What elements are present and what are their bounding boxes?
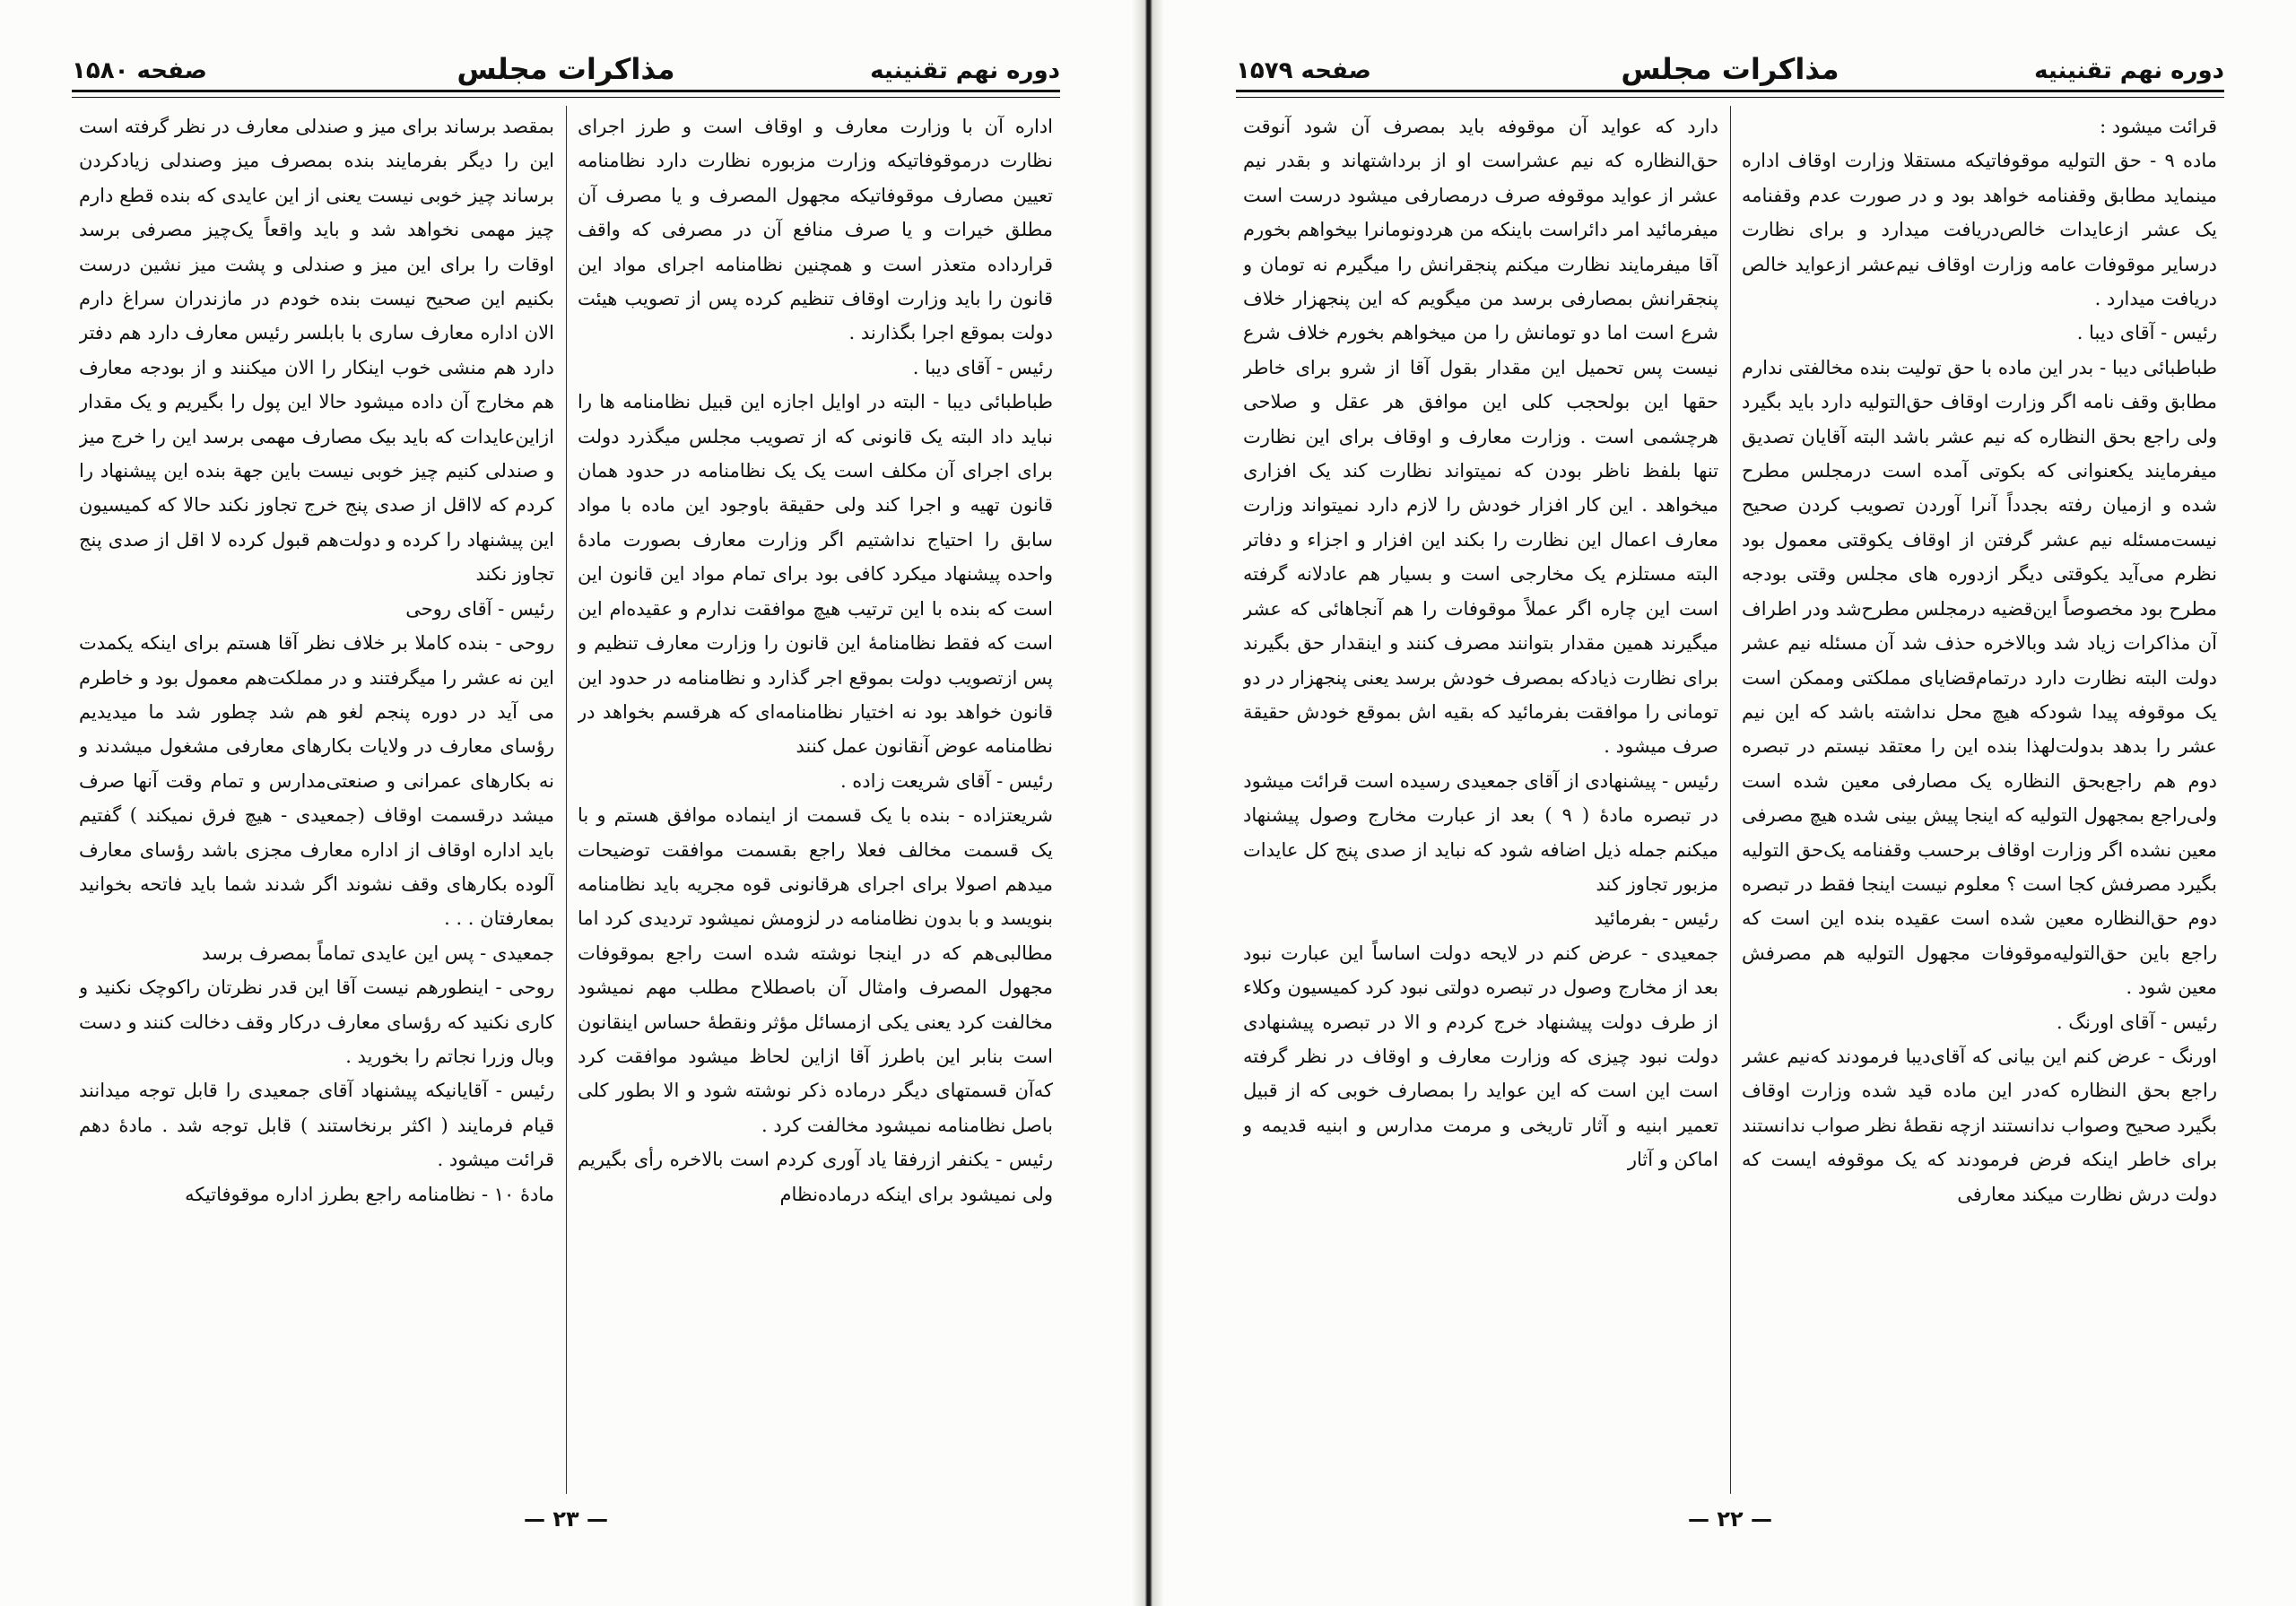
journal-title: مذاکرات مجلس [457, 52, 675, 86]
paragraph: رئیس - یکنفر ازرفقا یاد آوری کردم است بالاخره رأی بگیریم ولی نمیشود برای اینکه درماده‌نظام [578, 1149, 1053, 1205]
text-column-left [1243, 109, 1718, 1490]
page-number: صفحه ۱۵۸۰ [72, 57, 207, 84]
header-rule [1236, 90, 2224, 92]
speaker-line: رئیس - پیشنهادی از آقای جمعیدی رسیده است قرائت میشود [1243, 769, 1718, 792]
text-column-right [1742, 109, 2217, 1490]
paragraph: بمقصد برساند برای میز و صندلی معارف در نظر گرفته است این را دیگر بفرمایند بنده بمصرف میز وصندلی زیادکردن برساند چیز خوبی نیست یعنی از این عایدی که بنده قطع دارم چیز مهمی نخواهد شد و باید واقعاً یک‌چیز مصرفی برسد اوقات را برای این میز و صندلی و پشت میز نشین درست بکنیم این صحیح نیست بنده خودم در مازندران سراغ دارم الان اداره معارف ساری با بابلسر رئیس معارف دارد هم دفتر دارد هم منشی خوب اینکار را الان میکنند و از بودجه معارف هم مخارج آن داده میشود حالا این پول را بگیریم و یک مقدار ازاین‌عایدات که باید بیک مصارف مهمی برسد این را خرج میز و صندلی کنیم چیز خوبی نیست باین جهة بنده این پیشنهاد را کردم که لااقل از صدی پنج خرج تجاوز نکند حالا که کمیسیون این پیشنهاد را کرده و دولت‌هم قبول کرده لا اقل از صدی پنج تجاوز نکند [79, 116, 554, 586]
right-page [1164, 0, 2296, 1606]
paragraph: جمعیدی - عرض کنم در لایحه دولت اساساً این عبارت نبود بعد از مخارج وصول در تبصره دولتی نبود کرد کمیسیون وکلاء از طرف دولت پیشنهاد خرج کردم و الا در تبصره پیشنهادی دولت نبود چیزی که وزارت معارف و اوقاف در نظر گرفته است این است که این عواید را بمصارف خوبی که از قبیل تعمیر ابنیه و آثار تاریخی و مرمت مدارس و ابنیه قدیمه و اماکن و آثار [1243, 942, 1718, 1171]
paragraph: دارد که عواید آن موقوفه باید بمصرف آن شود آنوقت حق‌النظاره که نیم عشراست او از برداشتهاند و بقدر نیم عشر از عواید موقوفه صرف درمصارفی میشود درست است میفرمائید امر دائراست باینکه من هردونومانرا بیخواهم بخورم آقا میفرمایند نظارت میکنم پنجقرانش را میگیرم نه تومان و پنجقرانش بمصارفی برسد من میگویم که این پنجهزار خلاف شرع است اما دو تومانش را من میخواهم بخورم خلاف شرع نیست پس تحمیل این مقدار بقول آقا از شرو برای خاطر حقها این بولحجب کلی این موافق هر عقل و صلاحی هرچشمی است . وزارت معارف و اوقاف برای این نظارت تنها بلفظ ناظر بودن که نمیتواند نظارت کند یک افزاری میخواهد . این کار افزار خودش را لازم دارد نمیتواند وزارت معارف اعمال این نظارت را بکند این افزار و اجزاء و دفاتر البته مستلزم یک مخارجی است و بسیار هم عادلانه گرفته است این چاره اگر عملاً موقوفات را هم آنجاهائی که عشر میگیرند همین مقدار بتوانند مصرف کنند و اینقدار حق بگیرند برای نظارت ذیادکه بمصرف خودش برسد یعنی پنجهزار در دو تومانی را موافقت بفرمائید که بقیه اش بموقع خودش حقیقة صرف میشود . [1243, 116, 1718, 758]
paragraph: روحی - اینطورهم نیست آقا این قدر نظرتان راکوچک نکنید و کاری نکنید که رؤسای معارف درکار وقف دخالت کنند و دست وبال وزرا نجاتم را بخورید . [79, 977, 554, 1067]
left-page [0, 0, 1132, 1606]
session-label: دوره نهم تقنينيه [870, 57, 1060, 84]
speaker-line: رئیس - بفرمائید [1594, 907, 1718, 930]
speaker-line: رئیس - آقای دیبا . [912, 356, 1053, 378]
column-divider [566, 106, 567, 1494]
paragraph: طباطبائی دیبا - بدر این ماده با حق تولیت بنده مخالفتی ندارم مطابق وقف نامه اگر وزارت اوقاف حق‌التولیه دارد باید بگیرد ولی راجع بحق النظاره که نیم عشر باشد البته آقایان تصدیق میفرمایند یکعنوانی که بکوتی آمده است درمجلس مطرح شده و ازمیان رفته بجدداً آنرا آوردن تصویب کردن صحیح نیست‌مسئله نیم عشر گرفتن از اوقاف یکوقتی معمول بود نظرم می‌آید یکوقتی دیگر ازدوره های مجلس وقتی بودجه مطرح بود مخصوصاً این‌قضیه درمجلس مطرح‌شد ودر اطراف آن مذاکرات زیاد شد وبالاخره حذف شد آن مسئله نیم عشر دولت البته نظارت دارد درتمام‌قضایای مملکتی وممکن است یک موقوفه پیدا شودکه هیچ محل نداشته باشد که این نیم عشر را بدهد بدولت‌لهذا بنده این را معتقد نیستم در تبصره دوم هم راجع‌بحق النظاره یک مصارفی معین شده است ولی‌راجع بمجهول التولیه که اینجا پیش بینی شده هیچ مصرفی معین نشده اگر وزارت اوقاف برحسب وقفنامه یک‌حق التولیه بگیرد مصرفش کجا است ؟ معلوم نیست اینجا فقط در تبصره دوم حق‌النظاره معین شده است عقیده بنده این است که راجع باین حق‌التولیه‌موقوفات مجهول التولیه هم مصرفش معین شود . [1742, 356, 2217, 999]
paragraph: شریعتزاده - بنده با یک قسمت از اینماده موافق هستم و با یک قسمت مخالف فعلا راجع بقسمت موافقت توضیحات میدهم اصولا برای اجرای هرقانونی قوه مجریه باید نظامنامه بنویسد و با بدون نظامنامه در لزومش نمیشود تردیدی کرد اما مطالبی‌هم که در اینجا نوشته شده است راجع بموقوفات مجهول المصرف وامثال آن باصطلاح مطلب مهم نمیشود مخالفت کرد یعنی یکی ازمسائل مؤثر ونقطهٔ حساس اینقانون است بنابر این باطرز آقا ازاین لحاظ میشود موافقت کرد که‌آن قسمتهای دیگر درماده ذکر نوشته شود و الا بطور کلی باصل نظامنامه نمیشود مخالفت کرد . [578, 804, 1053, 1136]
header-rule-thin [72, 97, 1060, 98]
page-footer-number: — ۲۳ — [523, 1506, 608, 1532]
paragraph: طباطبائی دیبا - البته در اوایل اجازه این قبیل نظامنامه ها را نباید داد البته یک قانونی که از تصویب مجلس میگذرد دولت برای اجرای آن مکلف است یک یک نظامنامه در حدود همان قانون تهیه و اجرا کند ولی حقیقة باوجود این ماده با مواد سابق را احتیاج نداشتیم اگر وزارت معارف بصورت مادهٔ واحده پیشنهاد میکرد کافی بود برای تمام مواد این قانون این است که بنده با این ترتیب هیچ موافقت ندارم و عقیده‌ام این است که فقط نظامنامهٔ این قانون را وزارت معارف تنظیم و پس ازتصویب دولت بموقع اجر گذارد و نظامنامه در حدود این قانون خواهد بود نه اختیار نظامنامه‌ای که هرقسم بخواهد در نظامنامه عوض آنقانون عمل کنند [578, 391, 1053, 758]
header-rule-thin [1236, 97, 2224, 98]
paragraph: در تبصره مادهٔ ( ۹ ) بعد از عبارت مخارج وصول پیشنهاد میکنم جمله ذیل اضافه شود که نباید از صدی پنج کل عایدات مزبور تجاوز کند [1243, 804, 1718, 895]
speaker-line: رئیس - آقای اورنگ . [2056, 1011, 2217, 1033]
speaker-line: رئیس - آقای روحی [405, 597, 554, 620]
speaker-line: رئیس - آقای شریعت زاده . [839, 769, 1053, 792]
text-column-right [578, 109, 1053, 1490]
page-footer-number: — ۲۲ — [1687, 1506, 1772, 1532]
paragraph: مادهٔ ۱۰ - نظامنامه راجع بطرز اداره موقوفاتیکه [185, 1183, 554, 1205]
paragraph: رئیس - آقایانیکه پیشنهاد آقای جمعیدی را قابل توجه میدانند قیام فرمایند ( اکثر برنخاستند ) قابل توجه شد . مادهٔ دهم قرائت میشود . [79, 1080, 554, 1171]
speaker-line: رئیس - آقای دیبا . [2076, 322, 2217, 344]
column-divider [1730, 106, 1731, 1494]
paragraph: اورنگ - عرض کنم این بیانی که آقای‌دیبا فرمودند که‌نیم عشر راجع بحق النظاره که‌در این ماده قید شده وزارت اوقاف بگیرد صحیح وصواب ندانستند ازچه نقطهٔ نظر صواب ندانستند برای خاطر اینکه فرض فرمودند که یک موقوفه ایست که دولت درش نظارت میکند معارفی [1742, 1045, 2217, 1205]
paragraph: ماده ۹ - حق التولیه موقوفاتیکه مستقلا وزارت اوقاف اداره مینماید مطابق وقفنامه خواهد بود و در صورت عدم وقفنامه یک عشر ازعایدات خالص‌دریافت میدارد و برای نظارت درسایر موقوفات عامه وزارت اوقاف نیم‌عشر ازعواید خالص دریافت میدارد . [1742, 150, 2217, 310]
paragraph: روحی - بنده کاملا بر خلاف نظر آقا هستم برای اینکه یکمدت این نه عشر را میگرفتند و در مملکت‌هم معمول بود و خاطرم می آید در دوره پنجم لغو هم شد چطور شد ما میدیدیم رؤسای معارف در ولایات بکارهای معارفی مشغول میشدند و نه بکارهای عمرانی و صنعتی‌مدارس و تمام وقت آنها صرف میشد درقسمت اوقاف (جمعیدی - هیچ فرق نمیکند ) گفتیم باید اداره اوقاف از اداره معارف مجزی باشد رؤسای معارف آلوده بکارهای وقف نشوند اگر شدند شما باید فاتحه بخوانید بمعارفتان . . . [79, 632, 554, 930]
session-label: دوره نهم تقنینیه [2034, 57, 2224, 84]
header-rule [72, 90, 1060, 92]
paragraph: قرائت میشود : [2100, 116, 2217, 137]
text-column-left [79, 109, 554, 1490]
journal-title: مذاکرات مجلس [1621, 52, 1839, 86]
paragraph: اداره آن با وزارت معارف و اوقاف است و طرز اجرای نظارت درموقوفاتیکه وزارت مزبوره نظارت دارد نظامنامه تعیین مصارف موقوفاتیکه مجهول المصرف و یا مصرف آن مطلق خیرات و یا صرف منافع آن در مصرفی که واقف قرارداده متعذر است و همچنین نظامنامه اجرای مواد این قانون را باید وزارت اوقاف تنظیم کرده پس از تصویب هیئت دولت بموقع اجرا بگذارند . [578, 116, 1053, 344]
book-gutter [1132, 0, 1164, 1606]
paragraph: جمعیدی - پس این عایدی تماماً بمصرف برسد [201, 942, 554, 964]
page-number: صفحه ۱۵۷۹ [1236, 57, 1371, 84]
